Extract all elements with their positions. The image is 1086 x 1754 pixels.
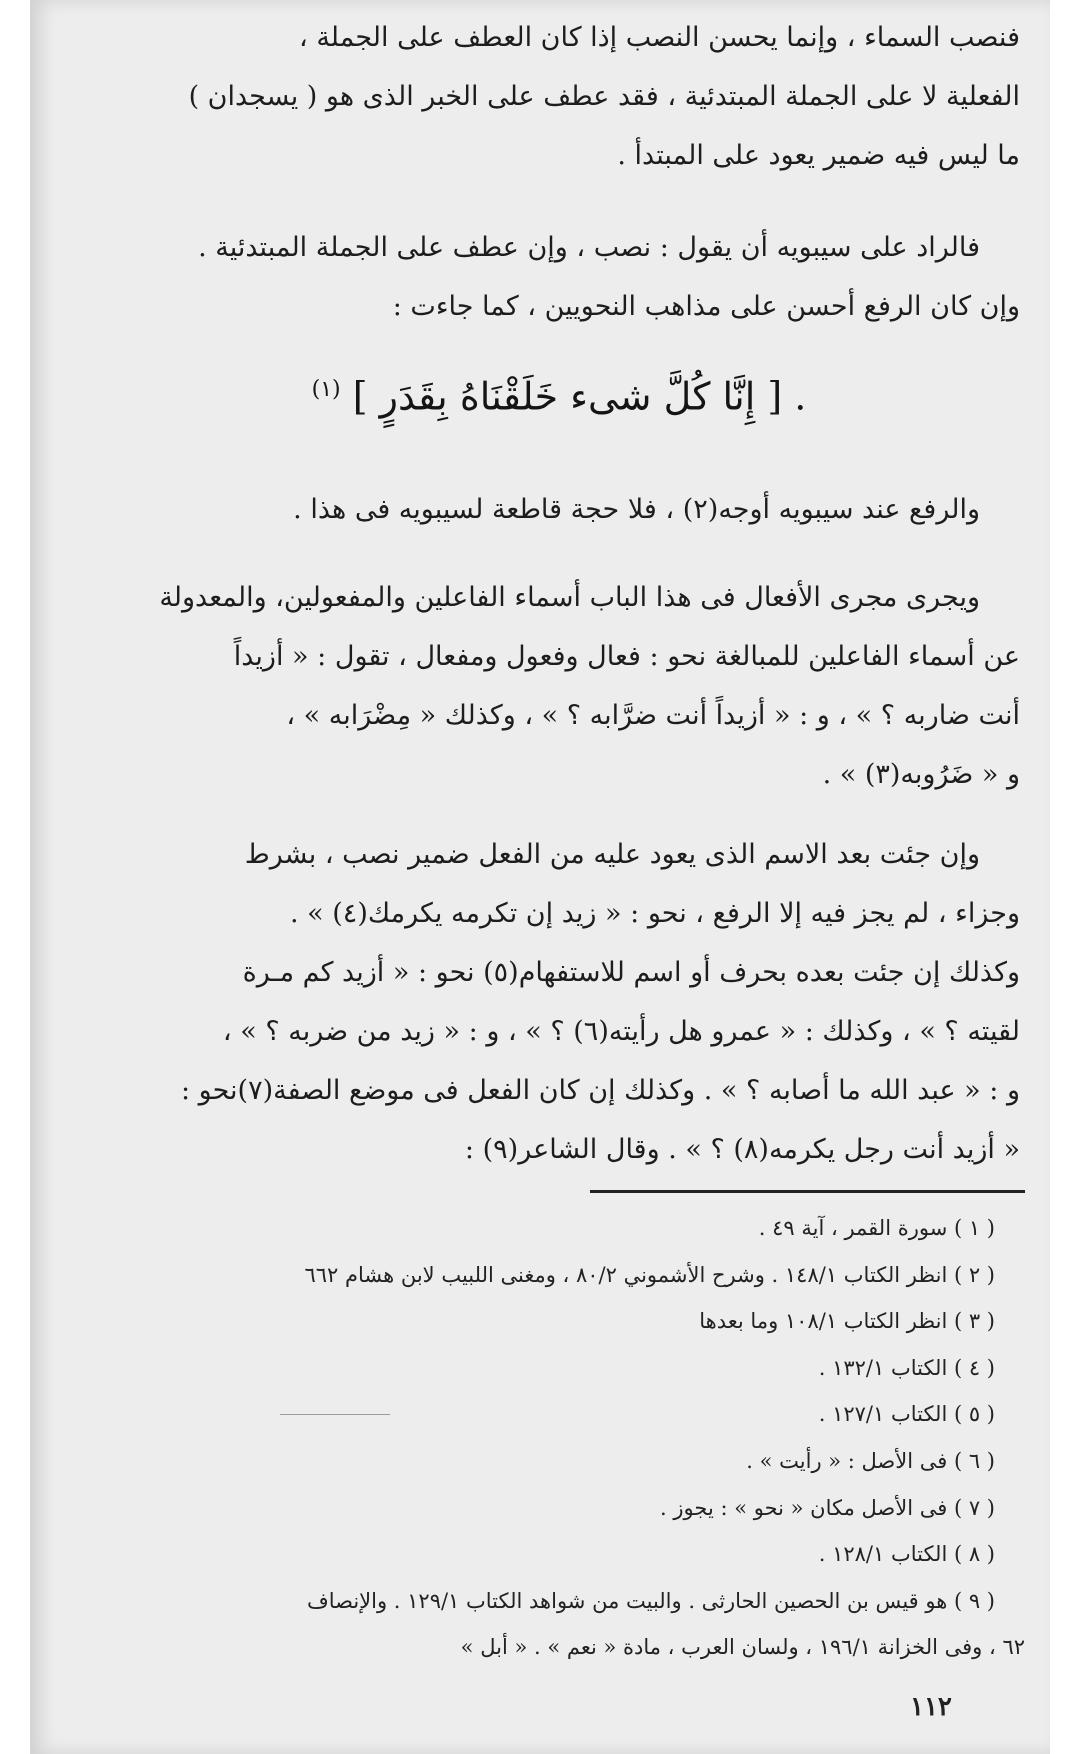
footnote-1: ( ١ ) سورة القمر ، آية ٤٩ . xyxy=(758,1216,995,1240)
paragraph-1-line: فنصب السماء ، وإنما يحسن النصب إذا كان العطف على الجملة ، xyxy=(299,22,1020,53)
paragraph-3 xyxy=(98,480,1020,539)
quran-verse xyxy=(98,360,1020,427)
paragraph-2 xyxy=(98,218,1020,336)
paragraph-3-line: والرفع عند سيبويه أوجه(٢) ، فلا حجة قاطعة لسيبويه فى هذا . xyxy=(293,494,980,525)
paragraph-4-line: ويجرى مجرى الأفعال فى هذا الباب أسماء الفاعلين والمفعولين، والمعدولة xyxy=(159,582,980,613)
paragraph-1-line: الفعلية لا على الجملة المبتدئية ، فقد عطف على الخبر الذى هو ( يسجدان ) xyxy=(188,81,1020,112)
footnote-3: ( ٣ ) انظر الكتاب ١٠٨/١ وما بعدها xyxy=(699,1309,995,1333)
paragraph-1 xyxy=(98,8,1020,185)
footnote-9: ( ٩ ) هو قيس بن الحصين الحارثى . والبيت من شواهد الكتاب ١٢٩/١ . والإنصاف xyxy=(306,1588,995,1613)
page-number: ١١٢ xyxy=(910,1692,952,1722)
paragraph-5-line: وإن جئت بعد الاسم الذى يعود عليه من الفعل ضمير نصب ، بشرط xyxy=(244,839,980,870)
paragraph-4-line: و « ضَرُوبه(٣) » . xyxy=(822,759,1020,790)
paragraph-5 xyxy=(98,825,1020,1179)
verse-end-mark: . xyxy=(794,374,807,419)
footnote-8: ( ٨ ) الكتاب ١٢٨/١ . xyxy=(818,1542,995,1566)
paragraph-2-line: وإن كان الرفع أحسن على مذاهب النحويين ، كما جاءت : xyxy=(392,291,1020,322)
footnote-9-continued: ٦٢ ، وفى الخزانة ١٩٦/١ ، ولسان العرب ، مادة « نعم » . « أبل » xyxy=(460,1635,1025,1659)
scanned-page xyxy=(30,0,1050,1754)
footnote-separator xyxy=(590,1190,1025,1193)
paragraph-4-line: أنت ضاربه ؟ » ، و : « أزيداً أنت ضرَّابه ؟ » ، وكذلك « مِضْرَابه » ، xyxy=(286,700,1020,731)
footnote-7: ( ٧ ) فى الأصل مكان « نحو » : يجوز . xyxy=(660,1495,995,1520)
verse-footnote-marker: (١) xyxy=(311,377,341,402)
footnote-2: ( ٢ ) انظر الكتاب ١٤٨/١ . وشرح الأشموني ٨٠/٢ ، ومغنى اللبيب لابن هشام ٦٦٢ xyxy=(304,1262,995,1287)
paragraph-5-line: و : « عبد الله ما أصابه ؟ » . وكذلك إن كان الفعل فى موضع الصفة(٧)نحو : xyxy=(180,1075,1020,1106)
footnote-6: ( ٦ ) فى الأصل : « رأيت » . xyxy=(746,1449,995,1473)
verse-text: [ إِنَّا كُلَّ شىء خَلَقْنَاهُ بِقَدَرٍ ] xyxy=(352,374,783,419)
footnote-4: ( ٤ ) الكتاب ١٣٢/١ . xyxy=(818,1355,995,1380)
paragraph-5-line: لقيته ؟ » ، وكذلك : « عمرو هل رأيته(٦) ؟ » ، و : « زيد من ضربه ؟ » ، xyxy=(222,1016,1020,1047)
footnotes-continued xyxy=(90,1438,1025,1671)
paragraph-5-line: وجزاء ، لم يجز فيه إلا الرفع ، نحو : « زيد إن تكرمه يكرمك(٤) » . xyxy=(289,898,1020,929)
paragraph-5-line: « أزيد أنت رجل يكرمه(٨) ؟ » . وقال الشاعر(٩) : xyxy=(464,1134,1020,1165)
paragraph-1-line: ما ليس فيه ضمير يعود على المبتدأ . xyxy=(617,140,1020,171)
footnote-5: ( ٥ ) الكتاب ١٢٧/١ . xyxy=(818,1402,995,1426)
paragraph-5-line: وكذلك إن جئت بعده بحرف أو اسم للاستفهام(٥) نحو : « أزيد كم مـرة xyxy=(242,957,1020,988)
paragraph-4 xyxy=(98,568,1020,804)
scan-artifact-line xyxy=(280,1414,390,1415)
footnotes xyxy=(90,1205,1025,1438)
paragraph-2-line: فالراد على سيبويه أن يقول : نصب ، وإن عطف على الجملة المبتدئية . xyxy=(198,232,980,263)
paragraph-4-line: عن أسماء الفاعلين للمبالغة نحو : فعال وفعول ومفعال ، تقول : « أزيداً xyxy=(233,641,1020,672)
